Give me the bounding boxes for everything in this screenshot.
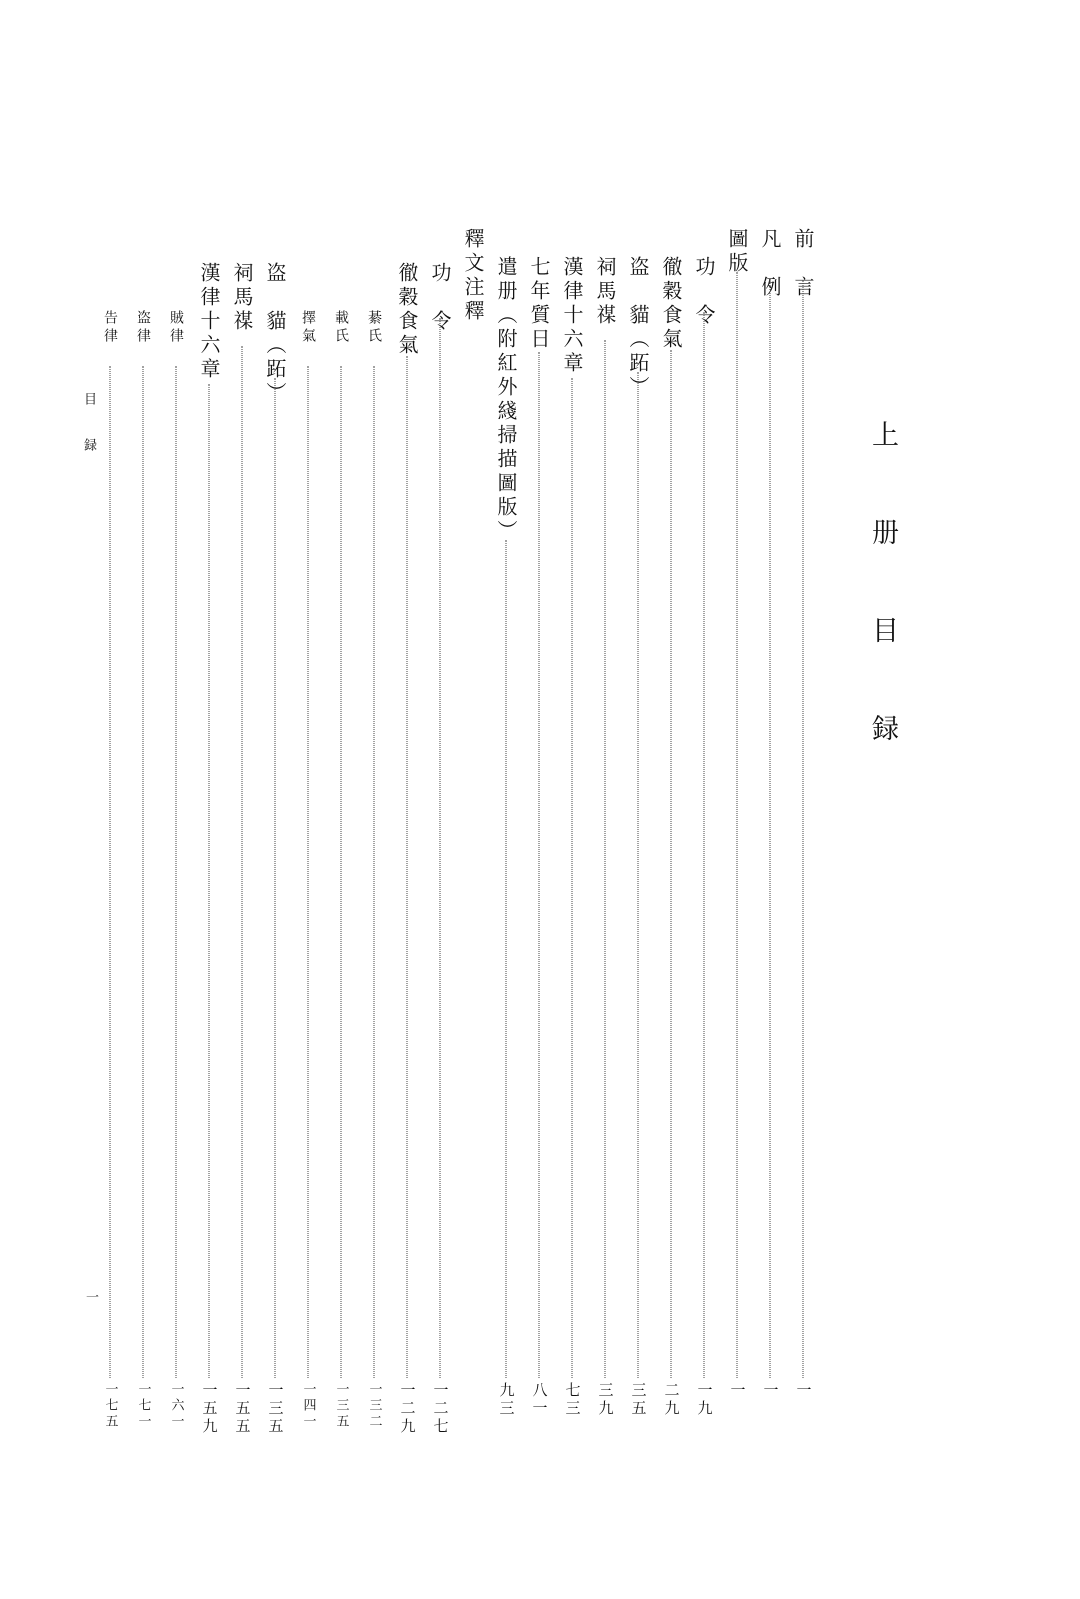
toc-leader-dots <box>176 366 177 1378</box>
toc-entry-label: 載氏 <box>333 310 349 346</box>
toc-entry-page: 一 <box>761 1382 780 1400</box>
toc-entry[interactable] <box>456 0 490 1420</box>
toc-entry-label: 盗 貓（跖） <box>263 262 287 406</box>
page-title: 上 册 目 録 <box>867 420 898 761</box>
toc-leader-dots <box>506 540 507 1378</box>
toc-entry-label: 盗律 <box>135 310 151 346</box>
toc-leader-dots <box>770 280 771 1378</box>
toc-entry[interactable] <box>258 0 292 1436</box>
toc-leader-dots <box>539 352 540 1378</box>
toc-entry-page: 一五九 <box>200 1382 219 1436</box>
toc-entry-label: 漢律十六章 <box>197 262 221 382</box>
toc-leader-dots <box>341 366 342 1378</box>
toc-entry-label: 釋文注釋 <box>461 228 485 324</box>
toc-leader-dots <box>803 280 804 1378</box>
toc-entry-label: 漢律十六章 <box>560 256 584 376</box>
toc-entry[interactable] <box>357 0 391 1430</box>
toc-entry-page: 一三二 <box>366 1382 382 1430</box>
toc-entry-page: 二九 <box>662 1382 681 1418</box>
toc-entry[interactable] <box>654 0 688 1420</box>
toc-leader-dots <box>242 346 243 1378</box>
toc-entry-page: 三五 <box>629 1382 648 1418</box>
toc-entry-label: 功 令 <box>428 262 452 334</box>
toc-entry[interactable] <box>126 0 160 1430</box>
running-head: 目 録 <box>81 392 96 460</box>
toc-entry-page: 一九 <box>695 1382 714 1418</box>
toc-entry-page: 九三 <box>497 1382 516 1418</box>
toc-leader-dots <box>704 312 705 1378</box>
toc-entry-page: 一二七 <box>431 1382 450 1436</box>
toc-leader-dots <box>275 378 276 1378</box>
toc-entry-label: 凡 例 <box>758 228 782 300</box>
toc-entry[interactable] <box>324 0 358 1430</box>
toc-entry[interactable] <box>621 0 655 1420</box>
toc-entry-page: 八一 <box>530 1382 549 1418</box>
toc-entry[interactable] <box>489 0 523 1420</box>
page-number: 一 <box>83 1290 98 1303</box>
toc-leader-dots <box>143 366 144 1378</box>
toc-entry-label: 遣册（附紅外綫掃描圖版） <box>494 256 518 544</box>
toc-entry-page: 一四一 <box>300 1382 316 1430</box>
toc-entry-page: 一三五 <box>266 1382 285 1436</box>
toc-leader-dots <box>737 272 738 1378</box>
toc-entry[interactable] <box>588 0 622 1420</box>
toc-leader-dots <box>308 366 309 1378</box>
toc-entry-page: 一三五 <box>333 1382 349 1430</box>
toc-leader-dots <box>638 372 639 1378</box>
toc-entry-label: 告律 <box>102 310 118 346</box>
toc-entry[interactable] <box>159 0 193 1430</box>
toc-entry[interactable] <box>555 0 589 1420</box>
toc-entry[interactable] <box>753 0 787 1420</box>
toc-entry-label: 徹穀食氣 <box>395 262 419 358</box>
toc-entry[interactable] <box>786 0 820 1420</box>
toc-entry[interactable] <box>93 0 127 1430</box>
toc-entry[interactable] <box>423 0 457 1436</box>
toc-entry-label: 祠馬禖 <box>593 256 617 328</box>
toc-leader-dots <box>209 384 210 1378</box>
toc-entry[interactable] <box>192 0 226 1436</box>
toc-entry[interactable] <box>522 0 556 1420</box>
toc-leader-dots <box>110 366 111 1378</box>
toc-entry-page: 一二九 <box>398 1382 417 1436</box>
toc-entry-page: 一 <box>728 1382 747 1400</box>
toc-entry-page: 一六一 <box>168 1382 184 1430</box>
toc-entry-page: 七三 <box>563 1382 582 1418</box>
toc-entry-page: 一七五 <box>102 1382 118 1430</box>
toc-entry-label: 綦氏 <box>366 310 382 346</box>
toc-leader-dots <box>440 318 441 1378</box>
toc-entry-page: 一 <box>794 1382 813 1400</box>
toc-entry[interactable] <box>225 0 259 1436</box>
toc-entry[interactable] <box>390 0 424 1436</box>
toc-entry-page: 一五五 <box>233 1382 252 1436</box>
toc-entry-label: 擇氣 <box>300 310 316 346</box>
toc-entry-page: 一七一 <box>135 1382 151 1430</box>
toc-leader-dots <box>572 378 573 1378</box>
toc-entry-label: 七年質日 <box>527 256 551 352</box>
toc-entry-label: 賊律 <box>168 310 184 346</box>
toc-entry-label: 盗 貓（跖） <box>626 256 650 400</box>
toc-entry-label: 功 令 <box>692 256 716 328</box>
toc-leader-dots <box>407 356 408 1378</box>
toc-entry[interactable] <box>687 0 721 1420</box>
toc-entry-label: 祠馬禖 <box>230 262 254 334</box>
toc-leader-dots <box>671 350 672 1378</box>
toc-entry-label: 圖版 <box>725 228 749 276</box>
toc-entry[interactable] <box>720 0 754 1420</box>
toc-leader-dots <box>605 340 606 1378</box>
toc-entry-page: 三九 <box>596 1382 615 1418</box>
toc-entry-label: 前 言 <box>791 228 815 300</box>
toc-entry[interactable] <box>291 0 325 1430</box>
toc-entry-label: 徹穀食氣 <box>659 256 683 352</box>
toc-leader-dots <box>374 366 375 1378</box>
